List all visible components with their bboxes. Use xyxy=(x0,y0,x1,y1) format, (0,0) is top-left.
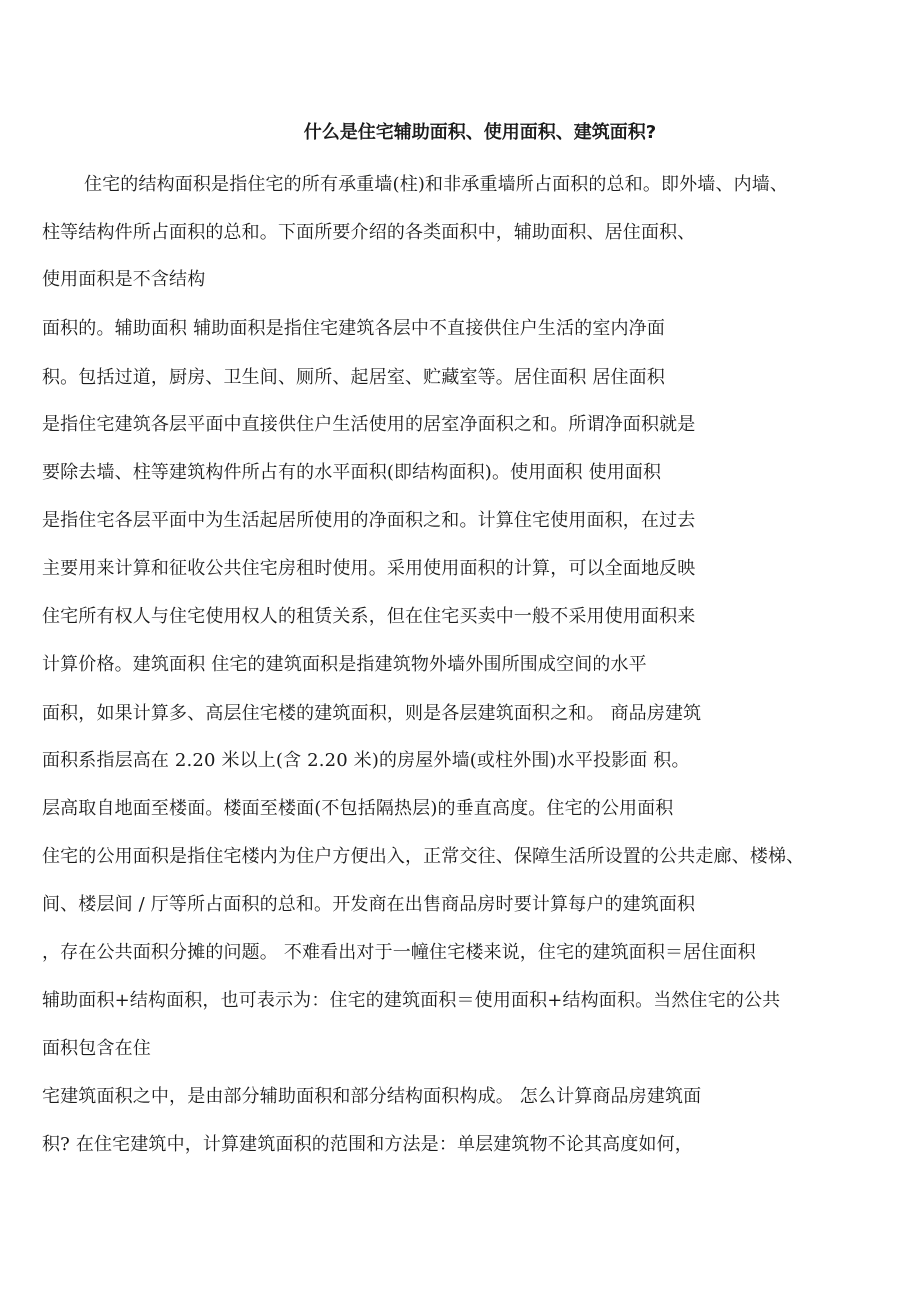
text-line: 住宅的结构面积是指住宅的所有承重墙(柱)和非承重墙所占面积的总和。即外墙、内墙、 xyxy=(84,174,789,195)
text-line: 住宅所有权人与住宅使用权人的租赁关系，但在住宅买卖中一般不采用使用面积来 xyxy=(42,606,696,627)
text-line: 是指住宅建筑各层平面中直接供住户生活使用的居室净面积之和。所谓净面积就是 xyxy=(42,414,696,435)
text-line: 柱等结构件所占面积的总和。下面所要介绍的各类面积中，辅助面积、居住面积、 xyxy=(42,222,696,243)
text-line: 面积包含在住 xyxy=(42,1038,151,1059)
text-line: 积。包括过道，厨房、卫生间、厕所、起居室、贮藏室等。居住面积 居住面积 xyxy=(42,367,665,388)
text-line: 是指住宅各层平面中为生活起居所使用的净面积之和。计算住宅使用面积，在过去 xyxy=(42,510,696,531)
text-line: 要除去墙、柱等建筑构件所占有的水平面积(即结构面积)。使用面积 使用面积 xyxy=(42,462,662,483)
text-line: 住宅的公用面积是指住宅楼内为住户方便出入，正常交往、保障生活所设置的公共走廊、楼梯、 xyxy=(42,846,805,867)
text-line: 面积的。辅助面积 辅助面积是指住宅建筑各层中不直接供住户生活的室内净面 xyxy=(42,318,665,339)
text-line: 宅建筑面积之中，是由部分辅助面积和部分结构面积构成。 怎么计算商品房建筑面 xyxy=(42,1086,702,1107)
text-line: 主要用来计算和征收公共住宅房租时使用。采用使用面积的计算，可以全面地反映 xyxy=(42,558,696,579)
text-line: 计算价格。建筑面积 住宅的建筑面积是指建筑物外墙外围所围成空间的水平 xyxy=(42,654,647,675)
text-line: ，存在公共面积分摊的问题。 不难看出对于一幢住宅楼来说，住宅的建筑面积＝居住面积 xyxy=(42,942,756,963)
text-line: 间、楼层间 / 厅等所占面积的总和。开发商在出售商品房时要计算每户的建筑面积 xyxy=(42,894,696,915)
text-line: 使用面积是不含结构 xyxy=(42,269,206,290)
text-line: 辅助面积+结构面积，也可表示为：住宅的建筑面积＝使用面积+结构面积。当然住宅的公共 xyxy=(42,990,781,1011)
text-line: 积? 在住宅建筑中，计算建筑面积的范围和方法是：单层建筑物不论其高度如何， xyxy=(42,1134,693,1155)
text-line: 面积系指层高在 2.20 米以上(含 2.20 米)的房屋外墙(或柱外围)水平投影面 积。 xyxy=(42,750,690,771)
text-line: 面积，如果计算多、高层住宅楼的建筑面积，则是各层建筑面积之和。 商品房建筑 xyxy=(42,703,702,724)
document-title: 什么是住宅辅助面积、使用面积、建筑面积? xyxy=(303,122,657,143)
text-line: 层高取自地面至楼面。楼面至楼面(不包括隔热层)的垂直高度。住宅的公用面积 xyxy=(42,798,674,819)
